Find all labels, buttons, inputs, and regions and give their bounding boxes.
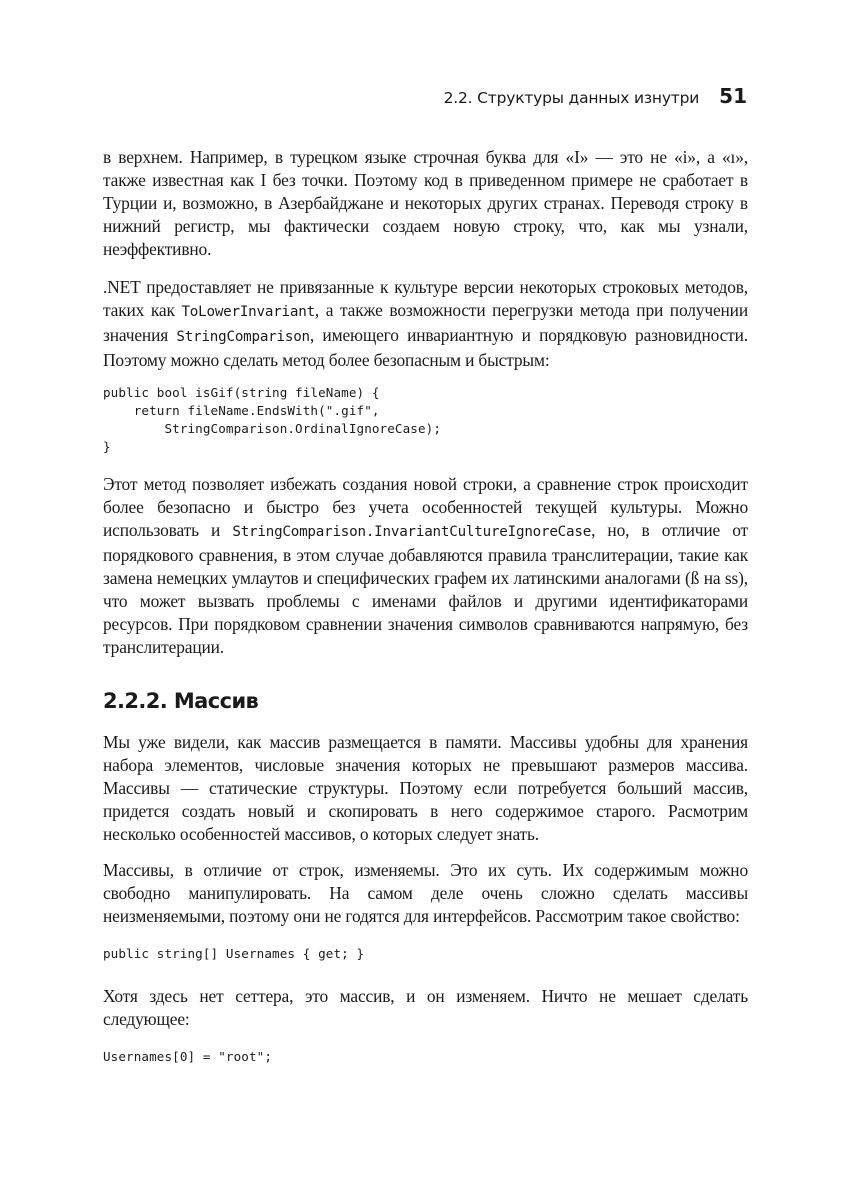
code-listing-2 [103,945,748,963]
page-number: 51 [719,84,747,108]
code-line: Usernames[0] = "root"; [103,1049,273,1064]
paragraph-2-text-1: .NET предоставляет не привязанные к культуре версии некоторых строковых методов, таких как [103,277,748,320]
code-listing-1 [103,384,748,456]
code-line: return fileName.EndsWith(".gif", [103,403,380,418]
paragraph-2-block [103,276,748,372]
paragraph-3 [103,473,748,659]
paragraph-5: Массивы, в отличие от строк, изменяемы. Это их суть. Их содержимым можно свободно манипулировать. На самом деле очень сложно сделать массивы неизменяемыми, поэтому они не годятся для интерфейсов. Рассмотрим такое свойство: [103,860,748,926]
code-listing-3 [103,1048,748,1066]
paragraph-3-text-1: Этот метод позволяет избежать создания новой строки, а сравнение строк происходит более безопасно и быстро без учета особенностей текущей культуры. Можно использовать и [103,474,748,540]
paragraph-1-block [103,146,748,261]
paragraph-5-block [103,859,748,928]
paragraph-4-block [103,731,748,846]
paragraph-1: в верхнем. Например, в турецком языке строчная буква для «I» — это не «i», а «ı», также известная как I без точки. Поэтому код в приведенном примере не сработает в Турции и, возможно, в Азербайджане и некоторых других странах. Переводя строку в нижний регистр, мы фактически создаем новую строку, что, как мы узнали, неэффективно. [103,147,748,259]
code-line: } [103,439,111,454]
inline-code-tolowerinvariant: ToLowerInvariant [181,304,315,320]
section-heading: 2.2.2. Массив [103,689,259,713]
inline-code-stringcomparison: StringComparison [176,329,310,345]
paragraph-6-block [103,985,748,1031]
paragraph-3-block [103,473,748,659]
code-line: public bool isGif(string fileName) { [103,385,380,400]
running-header [444,84,747,108]
paragraph-4: Мы уже видели, как массив размещается в памяти. Массивы удобны для хранения набора элементов, числовые значения которых не превышают размеров массива. Массивы — статические структуры. Поэтому если потребуется больший массив, придется создать новый и скопировать в него содержимое старого. Расмотрим несколько особенностей массивов, о которых следует знать. [103,732,748,844]
paragraph-2 [103,276,748,372]
paragraph-2-text-2: , а также возможности перегрузки метода при получении значения [103,300,748,345]
paragraph-2-text-3: , имеющего инвариантную и порядковую разновидности. Поэтому можно сделать метод более безопасным и быстрым: [103,325,748,370]
section-heading-block [103,689,748,713]
code-line: StringComparison.OrdinalIgnoreCase); [103,421,442,436]
paragraph-3-text-2: , но, в отличие от порядкового сравнения, в этом случае добавляются правила транслитерации, такие как замена немецких умлаутов и специфических графем их латинскими аналогами (ß на ss), что может вызвать проблемы с именами файлов и другими идентификаторами ресурсов. При порядковом сравнении значения символов сравниваются напрямую, без транслитерации. [103,520,749,657]
paragraph-6: Хотя здесь нет сеттера, это массив, и он изменяем. Ничто не мешает сделать следующее: [103,986,748,1029]
code-line: public string[] Usernames { get; } [103,946,365,961]
inline-code-invariantcultureignorecase: StringComparison.InvariantCultureIgnoreCase [232,524,592,540]
section-title: 2.2. Структуры данных изнутри [443,89,700,107]
